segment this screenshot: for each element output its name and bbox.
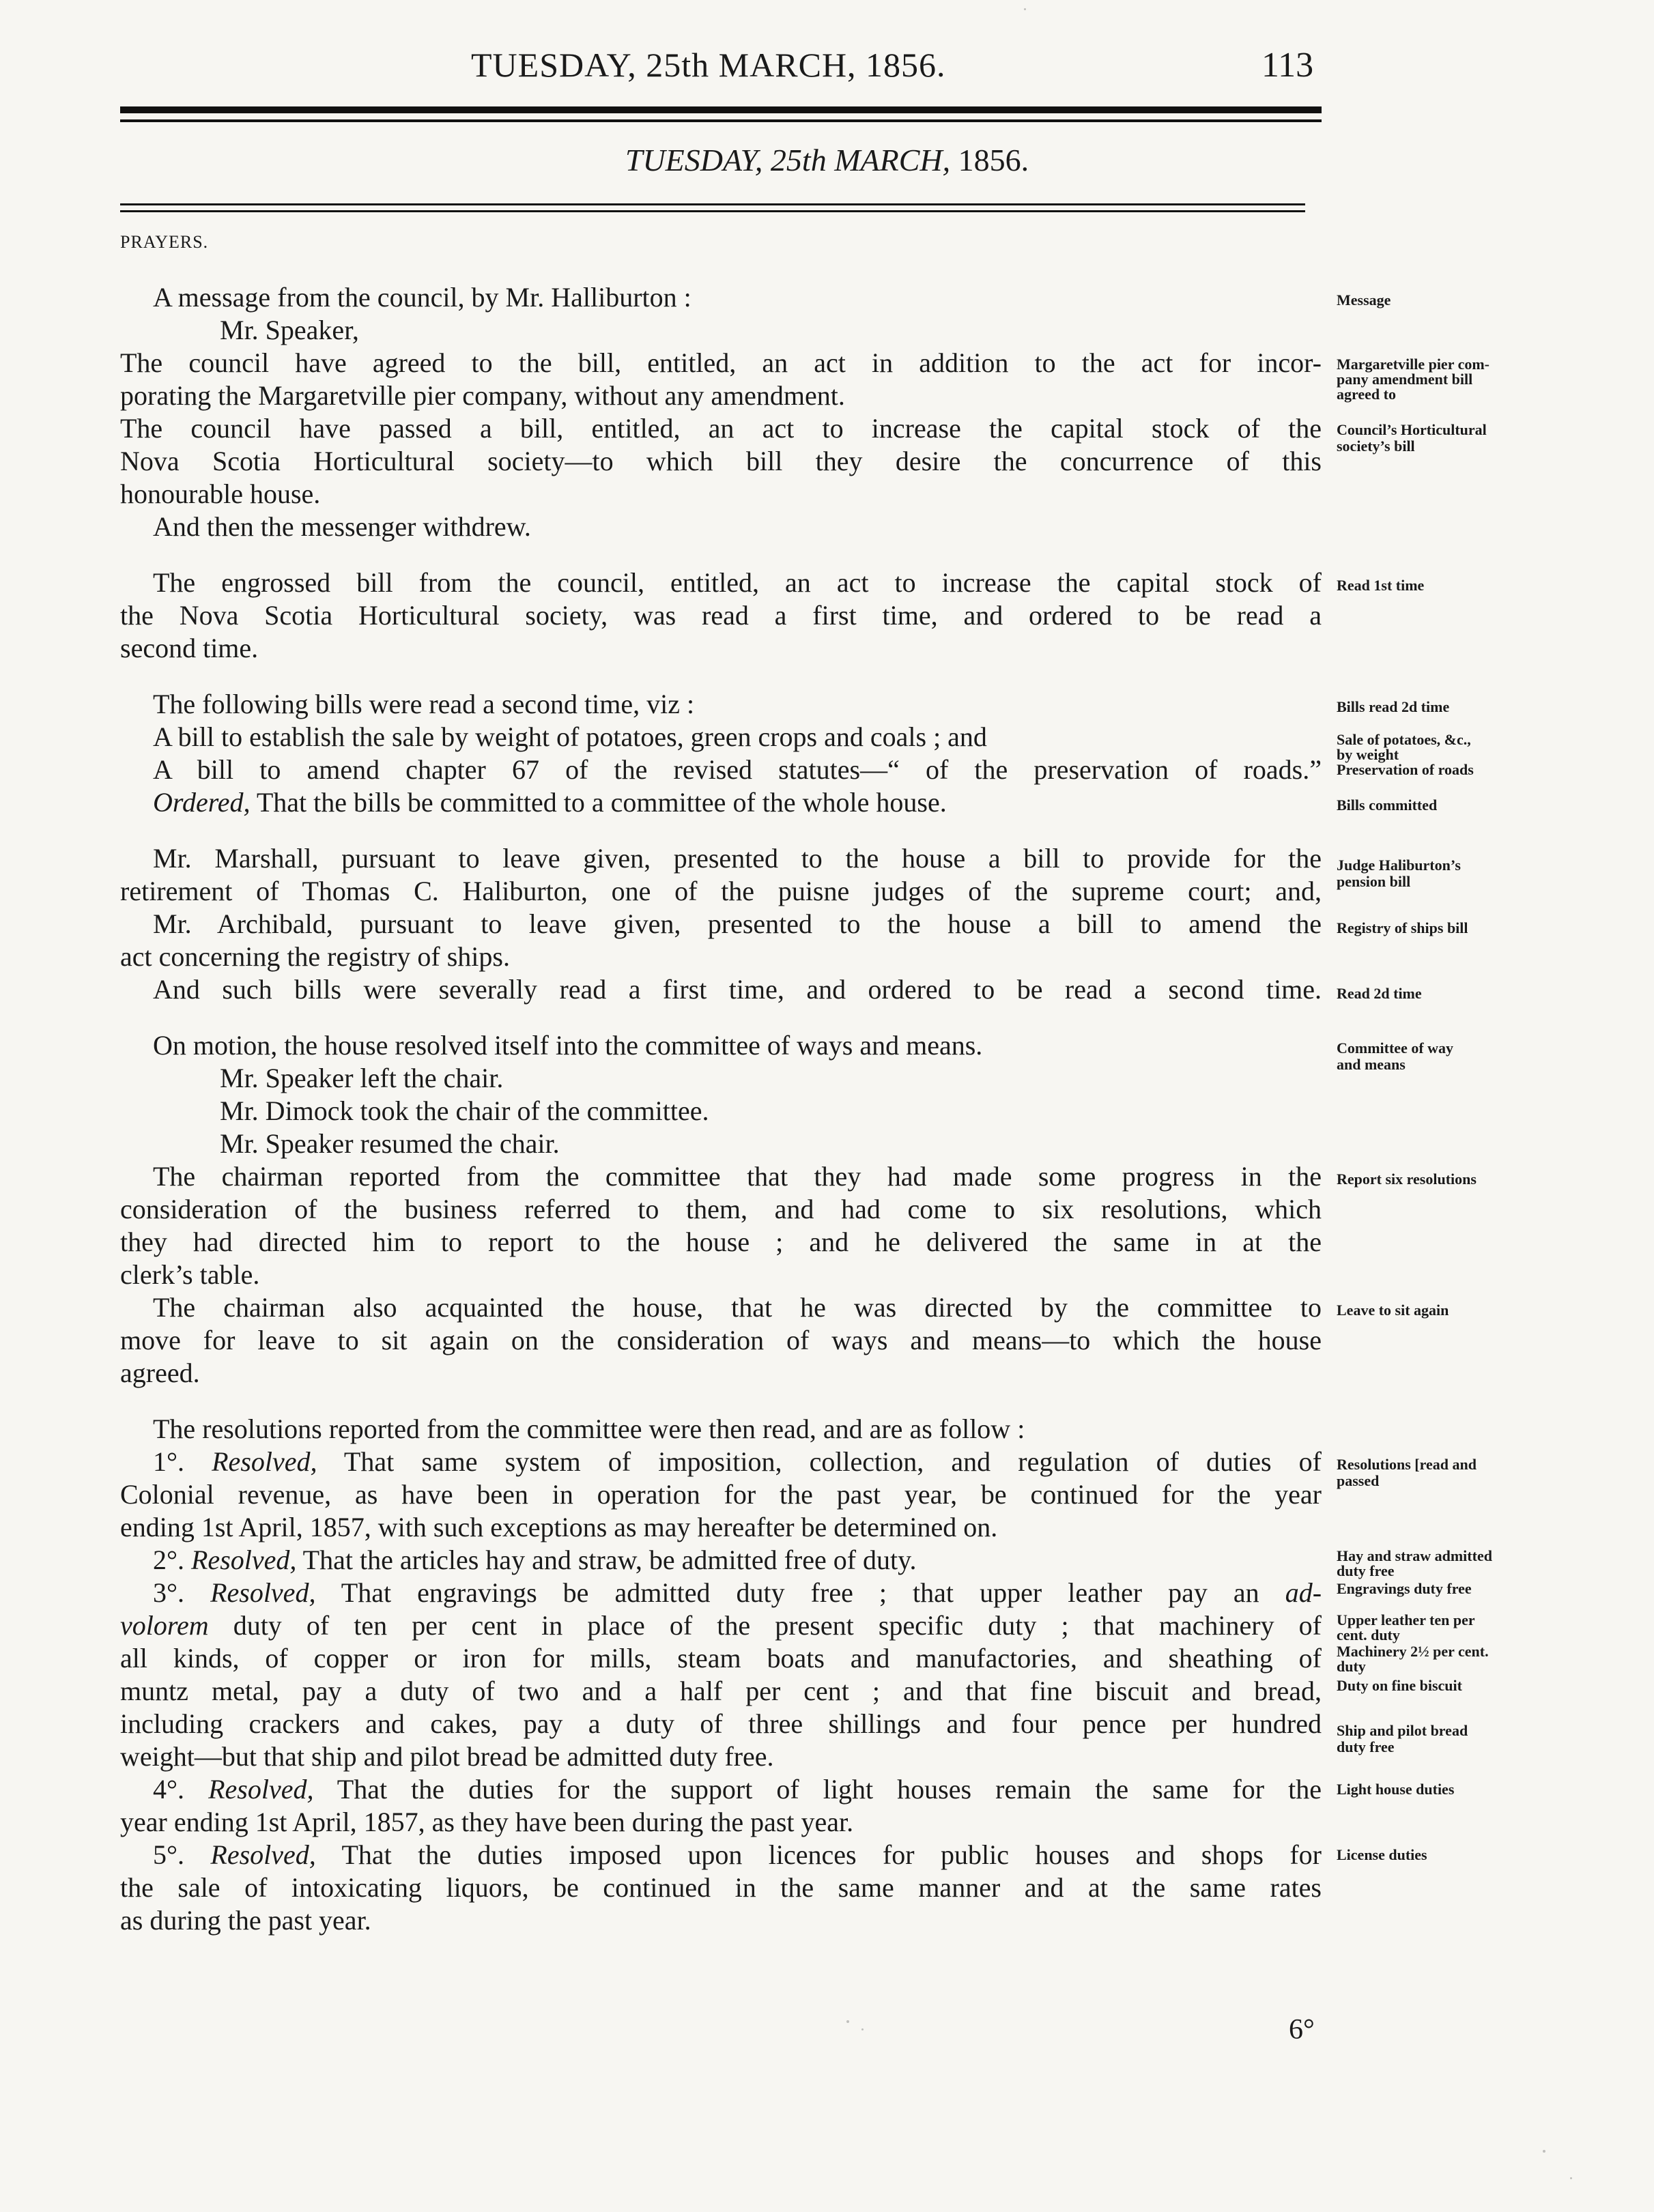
ordered-text: That the bills be committed to a committee of the whole house. [250, 787, 947, 818]
margin-note: Council’s Horticultural [1337, 421, 1487, 438]
date-heading-day: TUESDAY, 25th MARCH, [625, 143, 951, 177]
text-line: Mr. Speaker resumed the chair. [220, 1128, 560, 1159]
ad-valorem-label: volorem [120, 1610, 209, 1641]
text-line: the sale of intoxicating liquors, be continued in the same manner and at the same rates [120, 1872, 1322, 1903]
date-heading [0, 142, 1654, 178]
text-line: move for leave to sit again on the consideration of ways and means—to which the house [120, 1325, 1322, 1355]
margin-note: Engravings duty free [1337, 1580, 1472, 1597]
text-line: Mr. Speaker left the chair. [220, 1063, 504, 1093]
text-line: ending 1st April, 1857, with such exceptions as may hereafter be determined on. [120, 1512, 998, 1542]
resolution-text: That the duties for the support of light houses remain the same for the [313, 1774, 1322, 1805]
resolution-text: duty of ten per cent in place of the present specific duty ; that machinery of [208, 1610, 1322, 1641]
text-line: clerk’s table. [120, 1259, 260, 1290]
resolved-label: Resolved, [191, 1545, 297, 1575]
margin-note: Duty on fine biscuit [1337, 1677, 1462, 1694]
margin-note: duty [1337, 1658, 1366, 1675]
text-line: consideration of the business referred to them, and had come to six resolutions, which [120, 1194, 1322, 1224]
margin-note: Preservation of roads [1337, 761, 1474, 778]
scan-speck [1543, 2150, 1545, 2153]
text-line: including crackers and cakes, pay a duty of three shillings and four pence per hundred [120, 1708, 1322, 1739]
thin-rule [120, 119, 1322, 122]
margin-note: Light house duties [1337, 1781, 1455, 1798]
thick-rule [120, 106, 1322, 113]
margin-note: Message [1337, 291, 1391, 308]
margin-note: Upper leather ten per [1337, 1611, 1475, 1628]
text-line: agreed. [120, 1358, 200, 1388]
scan-speck [861, 2028, 864, 2030]
text-line: The chairman reported from the committee that they had made some progress in the [153, 1161, 1322, 1192]
margin-note: Leave to sit again [1337, 1302, 1449, 1319]
text-line [120, 1609, 1322, 1642]
resolution-text: That same system of imposition, collection, and regulation of duties of [317, 1446, 1322, 1477]
margin-note: cent. duty [1337, 1626, 1400, 1643]
resolution-text: That engravings be admitted duty free ; that upper leather pay an [315, 1577, 1285, 1608]
text-line [153, 1544, 1322, 1577]
margin-note: Ship and pilot bread [1337, 1722, 1468, 1739]
text-line: Mr. Marshall, pursuant to leave given, presented to the house a bill to provide for the [153, 843, 1322, 874]
margin-note: society’s bill [1337, 437, 1415, 455]
margin-note: Machinery 2½ per cent. [1337, 1643, 1489, 1660]
margin-note: Judge Haliburton’s [1337, 857, 1461, 874]
double-rule-bottom [120, 210, 1305, 212]
text-line: And such bills were severally read a first time, and ordered to be read a second time. [153, 974, 1322, 1005]
scan-speck [1024, 8, 1026, 10]
resolved-label: Resolved, [210, 1577, 316, 1608]
margin-note: Margaretville pier com- [1337, 356, 1489, 373]
margin-note: pany amendment bill [1337, 371, 1473, 388]
text-line [153, 1773, 1322, 1806]
margin-note: Bills committed [1337, 796, 1438, 814]
text-line: The council have passed a bill, entitled, an act to increase the capital stock of the [120, 413, 1322, 444]
date-heading-year: 1856. [958, 143, 1029, 177]
resolution-number: 4°. [153, 1774, 184, 1805]
text-line: Nova Scotia Horticultural society—to which bill they desire the concurrence of this [120, 446, 1322, 476]
margin-note: Bills read 2d time [1337, 698, 1450, 715]
text-line: On motion, the house resolved itself into the committee of ways and means. [153, 1030, 983, 1061]
text-line: And then the messenger withdrew. [153, 511, 531, 542]
text-line: they had directed him to report to the house ; and he delivered the same in at the [120, 1226, 1322, 1257]
resolution-number: 5°. [153, 1839, 184, 1870]
margin-note: duty free [1337, 1738, 1395, 1755]
text-line: second time. [120, 633, 259, 663]
text-line: Mr. Archibald, pursuant to leave given, presented to the house a bill to amend the [153, 908, 1322, 939]
text-line: The engrossed bill from the council, entitled, an act to increase the capital stock of [153, 567, 1322, 598]
margin-note: Resolutions [read and [1337, 1456, 1477, 1473]
resolution-text: That the articles hay and straw, be admitted free of duty. [296, 1545, 917, 1575]
margin-note: License duties [1337, 1846, 1427, 1863]
text-line: weight—but that ship and pilot bread be admitted duty free. [120, 1741, 774, 1772]
text-line: A message from the council, by Mr. Halliburton : [153, 282, 691, 313]
margin-note: agreed to [1337, 386, 1396, 403]
margin-note: and means [1337, 1056, 1406, 1073]
resolved-label: Resolved, [212, 1446, 317, 1477]
margin-note: Read 2d time [1337, 985, 1422, 1002]
ordered-label: Ordered, [153, 787, 251, 818]
text-line: retirement of Thomas C. Haliburton, one of the puisne judges of the supreme court; and, [120, 876, 1322, 906]
text-line: act concerning the registry of ships. [120, 941, 510, 972]
running-head-title: TUESDAY, 25th MARCH, 1856. [471, 46, 946, 84]
text-line: The following bills were read a second time, viz : [153, 689, 695, 719]
text-line: porating the Margaretville pier company, without any amendment. [120, 380, 845, 411]
text-line [153, 1577, 1322, 1609]
resolution-text: That the duties imposed upon licences for public houses and shops for [315, 1839, 1322, 1870]
text-line: muntz metal, pay a duty of two and a half per cent ; and that fine biscuit and bread, [120, 1676, 1322, 1706]
text-line: Colonial revenue, as have been in operation for the past year, be continued for the year [120, 1479, 1322, 1510]
margin-note: Committee of way [1337, 1039, 1454, 1057]
text-line [153, 786, 1322, 819]
margin-note: by weight [1337, 746, 1399, 763]
margin-note: duty free [1337, 1562, 1395, 1579]
resolution-number: 3°. [153, 1577, 184, 1608]
text-line: honourable house. [120, 478, 321, 509]
text-line: as during the past year. [120, 1905, 371, 1936]
text-line: all kinds, of copper or iron for mills, steam boats and manufactories, and sheathing of [120, 1643, 1322, 1674]
resolved-label: Resolved, [208, 1774, 314, 1805]
text-line: The council have agreed to the bill, entitled, an act in addition to the act for incor- [120, 347, 1322, 378]
margin-note: Hay and straw admitted [1337, 1547, 1492, 1564]
margin-note: pension bill [1337, 873, 1411, 890]
text-line [153, 1839, 1322, 1871]
scan-speck [1570, 2177, 1572, 2179]
text-line: The chairman also acquainted the house, that he was directed by the committee to [153, 1292, 1322, 1323]
double-rule-top [120, 203, 1305, 205]
margin-note: Sale of potatoes, &c., [1337, 731, 1471, 748]
prayers-label: PRAYERS. [120, 232, 209, 252]
text-line: Mr. Dimock took the chair of the committee. [220, 1095, 709, 1126]
text-line [153, 1446, 1322, 1478]
text-line: Mr. Speaker, [220, 315, 359, 345]
text-line: year ending 1st April, 1857, as they have been during the past year. [120, 1807, 854, 1837]
resolution-number: 1°. [153, 1446, 184, 1477]
text-line: A bill to establish the sale by weight of potatoes, green crops and coals ; and [153, 721, 987, 752]
catchword: 6° [1289, 2014, 1315, 2045]
scan-speck [846, 2020, 849, 2023]
page-number: 113 [1261, 46, 1314, 85]
margin-note: Report six resolutions [1337, 1170, 1477, 1188]
margin-note: passed [1337, 1472, 1380, 1489]
resolved-label: Resolved, [210, 1839, 316, 1870]
margin-note: Read 1st time [1337, 577, 1425, 594]
resolution-number: 2°. [153, 1545, 184, 1575]
ad-valorem-label: ad- [1285, 1577, 1322, 1608]
text-line: A bill to amend chapter 67 of the revised statutes—“ of the preservation of roads.” [153, 754, 1322, 785]
text-line: The resolutions reported from the committee were then read, and are as follow : [153, 1413, 1025, 1444]
running-head [0, 45, 1654, 93]
margin-note: Registry of ships bill [1337, 919, 1468, 936]
text-line: the Nova Scotia Horticultural society, was read a first time, and ordered to be read a [120, 600, 1322, 631]
